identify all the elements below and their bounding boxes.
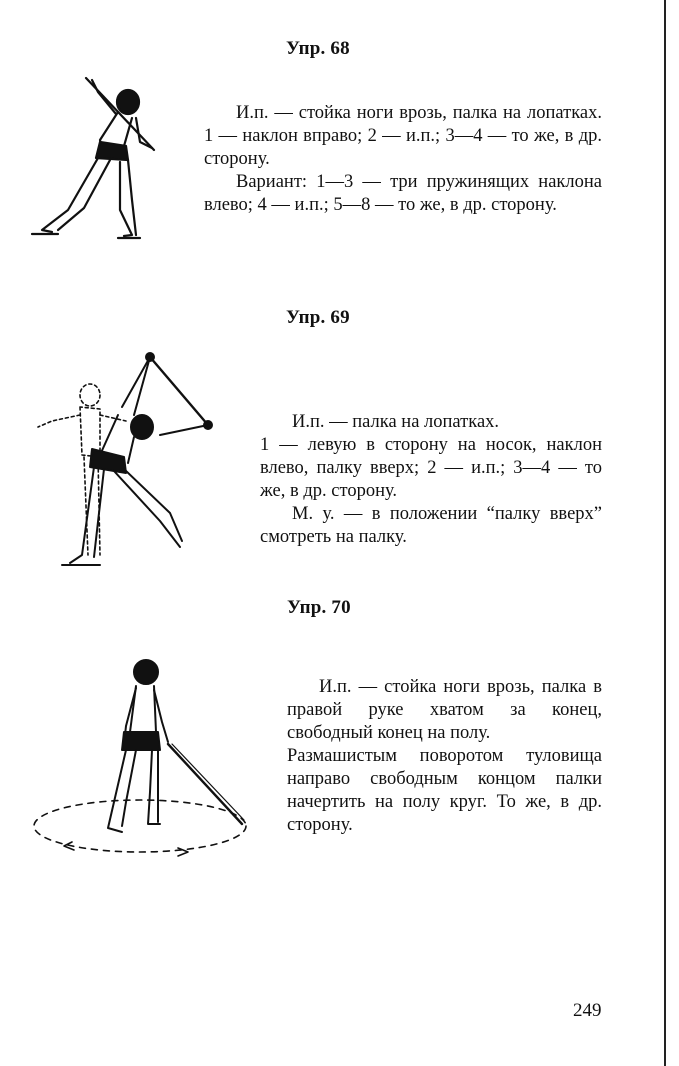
exercise-68-title: Упр. 68 bbox=[286, 38, 350, 59]
exercise-68-variant: Вариант: 1—3 — три пружинящих наклона влево; 4 — и.п.; 5—8 — то же, в др. сторону. bbox=[204, 172, 602, 215]
exercise-69-note: М. у. — в положении “палку вверх” смотреть на палку. bbox=[260, 504, 602, 547]
exercise-69-figure bbox=[30, 345, 220, 575]
exercise-70-text bbox=[287, 676, 602, 837]
exercise-69-start: И.п. — палка на лопатках. bbox=[292, 412, 500, 432]
exercise-68-figure bbox=[28, 70, 168, 250]
exercise-68-paragraph: И.п. — стойка ноги врозь, палка на лопатках. 1 — наклон вправо; 2 — и.п.; 3—4 — то же, в др. сторону. bbox=[204, 103, 602, 169]
exercise-70-start: И.п. — стойка ноги врозь, палка в правой руке хватом за конец, свободный конец на полу. bbox=[287, 677, 602, 743]
exercise-68-text bbox=[204, 102, 602, 217]
page-number: 249 bbox=[573, 1000, 602, 1021]
exercise-70-figure bbox=[28, 652, 258, 862]
exercise-69-paragraph: 1 — левую в сторону на носок, наклон влево, палку вверх; 2 — и.п.; 3—4 — то же, в др. сторону. bbox=[260, 435, 602, 501]
exercise-69-text bbox=[260, 411, 602, 549]
exercise-70-paragraph: Размашистым поворотом туловища направо свободным концом палки начертить на полу круг. То же, в др. сторону. bbox=[287, 746, 602, 835]
exercise-69-title: Упр. 69 bbox=[286, 307, 350, 328]
page-edge-line bbox=[664, 0, 666, 1066]
exercise-70-title: Упр. 70 bbox=[287, 597, 351, 618]
